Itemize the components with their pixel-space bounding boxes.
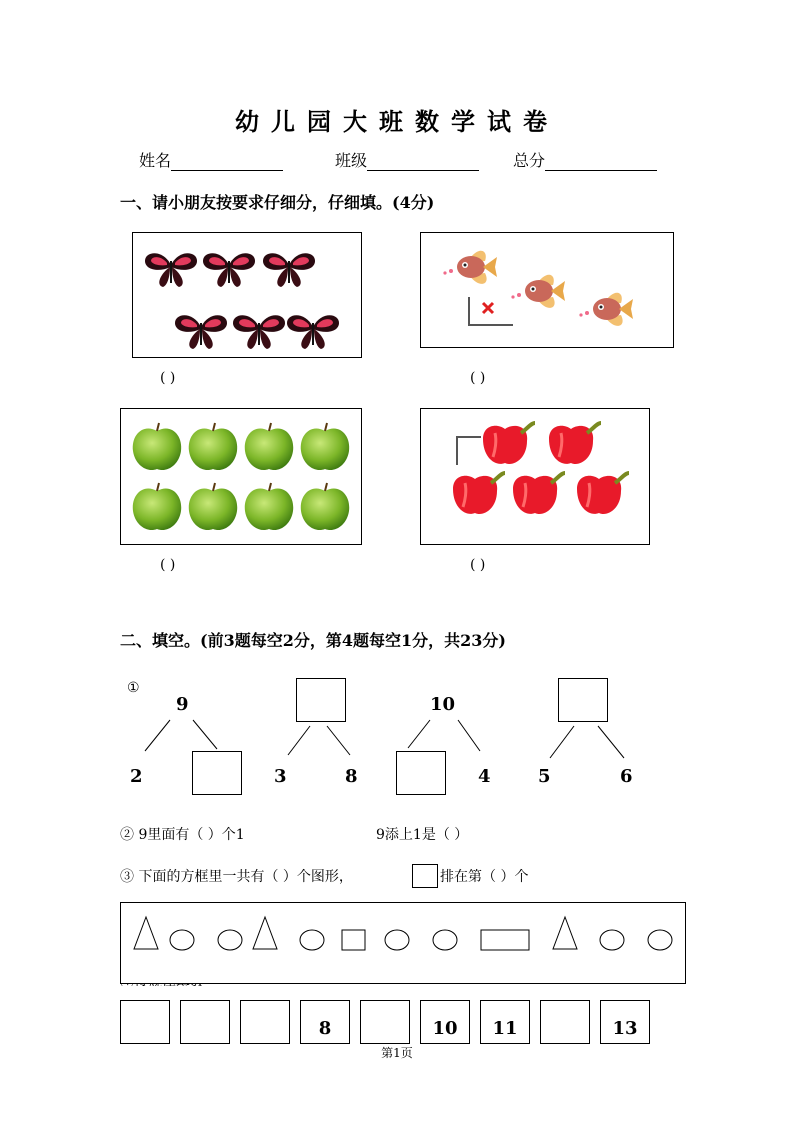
seq-box-6: 10 [420, 1000, 470, 1044]
tree4-right: 6 [620, 766, 633, 787]
seq-box-7: 11 [480, 1000, 530, 1044]
name-label: 姓名 [139, 151, 172, 170]
page-footer: 第1页 [381, 1046, 413, 1060]
tree1-left: 2 [130, 766, 143, 787]
circle-shape [218, 930, 242, 950]
circle-shape [648, 930, 672, 950]
triangle-shape [253, 917, 277, 949]
seq-box-3[interactable] [240, 1000, 290, 1044]
fish-box [420, 232, 674, 348]
q2-part-b: 9添上1是（ ） [376, 827, 469, 843]
section1-heading: 一、请小朋友按要求仔细分，仔细填。(4分) [120, 193, 435, 212]
q3-part-b: 排在第（ ）个 [440, 869, 529, 885]
tree1-answer-box[interactable] [192, 751, 242, 795]
answer-blank-3[interactable]: ( ) [160, 557, 176, 573]
seq-box-8[interactable] [540, 1000, 590, 1044]
tree2-right: 8 [345, 766, 358, 787]
apple-icon [133, 423, 349, 530]
name-field[interactable] [139, 148, 283, 171]
answer-blank-2[interactable]: ( ) [470, 370, 486, 386]
class-label: 班级 [335, 151, 368, 170]
circle-shape [600, 930, 624, 950]
circle-shape [300, 930, 324, 950]
rectangle-shape [481, 930, 529, 950]
shapes-box [120, 902, 686, 984]
circle-shape [385, 930, 409, 950]
tree2-answer-box[interactable] [296, 678, 346, 722]
score-label: 总分 [513, 151, 546, 170]
section2-heading: 二、填空。(前3题每空2分，第4题每空1分，共23分) [120, 631, 506, 650]
seq-box-2[interactable] [180, 1000, 230, 1044]
butterfly-box [132, 232, 362, 358]
butterfly-icon [145, 253, 339, 349]
seq-box-4: 8 [300, 1000, 350, 1044]
shapes-row [121, 903, 685, 983]
q3-part-a: ③ 下面的方框里一共有（ ）个图形， [120, 869, 353, 885]
square-shape [342, 930, 365, 950]
tree2-left: 3 [274, 766, 287, 787]
q1-marker: ① [127, 680, 140, 696]
triangle-shape [134, 917, 158, 949]
circle-shape [170, 930, 194, 950]
fish-icon [443, 251, 633, 326]
tree3-right: 4 [478, 766, 491, 787]
tree3-answer-box[interactable] [396, 751, 446, 795]
square-inline-icon [412, 864, 438, 888]
circle-shape [433, 930, 457, 950]
answer-blank-4[interactable]: ( ) [470, 557, 486, 573]
class-field[interactable] [335, 148, 479, 171]
answer-blank-1[interactable]: ( ) [160, 370, 176, 386]
q2-part-a: ② 9里面有（ ）个1 [120, 827, 245, 843]
tree4-answer-box[interactable] [558, 678, 608, 722]
score-field[interactable] [513, 148, 657, 171]
seq-box-1[interactable] [120, 1000, 170, 1044]
tree4-left: 5 [538, 766, 551, 787]
tree3-top: 10 [430, 694, 456, 715]
tree1-top: 9 [176, 694, 189, 715]
seq-box-9: 13 [600, 1000, 650, 1044]
triangle-shape [553, 917, 577, 949]
seq-box-5[interactable] [360, 1000, 410, 1044]
pepper-box [420, 408, 650, 545]
page-title: 幼儿园大班数学试卷 [235, 107, 559, 136]
apple-box [120, 408, 362, 545]
